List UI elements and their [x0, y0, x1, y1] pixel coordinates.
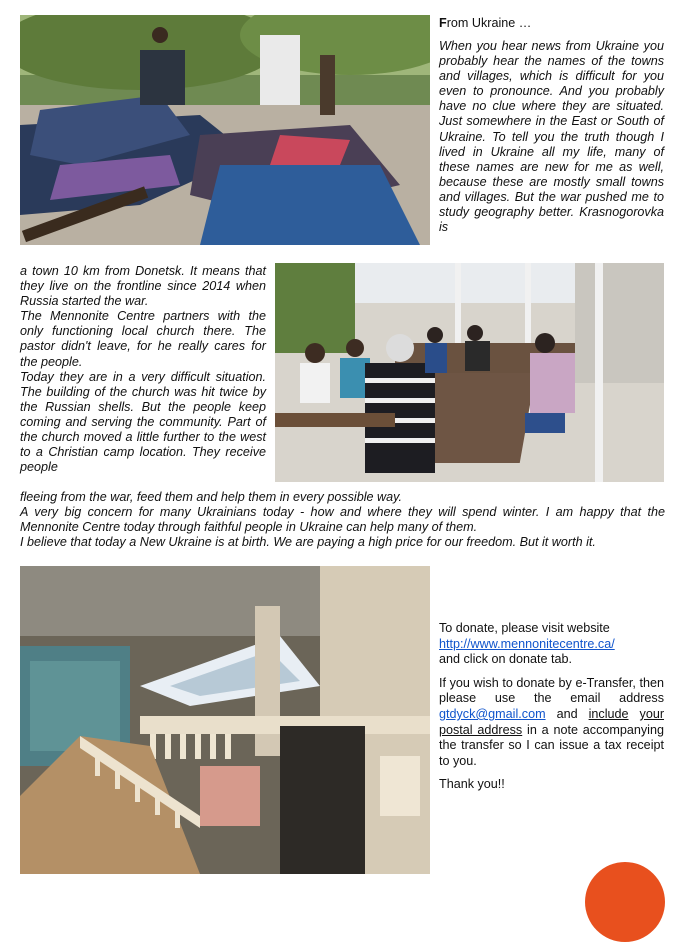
article-title: [439, 16, 664, 31]
paragraph-krasnogorovka: a town 10 km from Donetsk. It means that they live on the frontline since 2014 when Russia started the war.: [20, 264, 266, 309]
paragraph-intro: When you hear news from Ukraine you probably hear the names of the towns and villages, which is difficult for you even to pronounce. And you probably have no clue where they are situated. Just somewhere in the East or South of Ukraine. To tell you the truth though I lived in Ukraine all my life, many of these names are new for me as well, because these are mostly small towns and villages. But the war pushed me to study geography better. Krasnogorovka is: [439, 39, 664, 235]
photo-damaged-church-interior: [20, 566, 430, 874]
paragraph-fleeing: fleeing from the war, feed them and help them in every possible way.: [20, 490, 402, 504]
etransfer-info: [439, 676, 664, 770]
paragraph-situation: Today they are in a very difficult situation. The building of the church was hit twice by the Russian shells. But the people keep coming and serving the community. Part of the church moved a little further to the west to a Christian camp location. They receive people: [20, 369, 266, 475]
photo-clothing-distribution: [20, 15, 430, 245]
left-column: [20, 264, 266, 475]
donate-section: [439, 621, 664, 801]
and-word: and: [556, 706, 578, 721]
title-rest: rom Ukraine …: [446, 16, 532, 30]
paragraph-winter: A very big concern for many Ukrainians today - how and where they will spend winter. I am happy that the Mennonite Centre today through faithful people in Ukraine can help many of them.: [20, 505, 665, 535]
etransfer-outro: in a note accompanying the transfer so I can issue a tax receipt to you.: [439, 722, 664, 768]
donate-line-website-intro: To donate, please visit website: [439, 621, 610, 635]
donate-info: [439, 621, 664, 668]
photo-community-meal: [275, 263, 664, 482]
donate-line-tab: and click on donate tab.: [439, 652, 573, 667]
wide-text-block: [20, 490, 665, 550]
email-link[interactable]: gtdyck@gmail.com: [439, 706, 546, 721]
etransfer-intro: If you wish to donate by e-Transfer, then please use the email address: [439, 675, 664, 706]
postal-address-text: your postal address: [439, 706, 665, 737]
paragraph-new-ukraine: I believe that today a New Ukraine is at birth. We are paying a high price for our freedom. But it worth it.: [20, 535, 596, 550]
title-first-letter: F: [439, 16, 447, 30]
thank-you-text: Thank you!!: [439, 777, 505, 792]
paragraph-partners: The Mennonite Centre partners with the only functioning local church there. The pastor didn't leave, for he really cares for the people.: [20, 309, 266, 369]
website-link[interactable]: http://www.mennonitecentre.ca/: [439, 636, 615, 651]
decorative-orange-circle: [585, 862, 665, 942]
include-word: include: [588, 706, 629, 721]
